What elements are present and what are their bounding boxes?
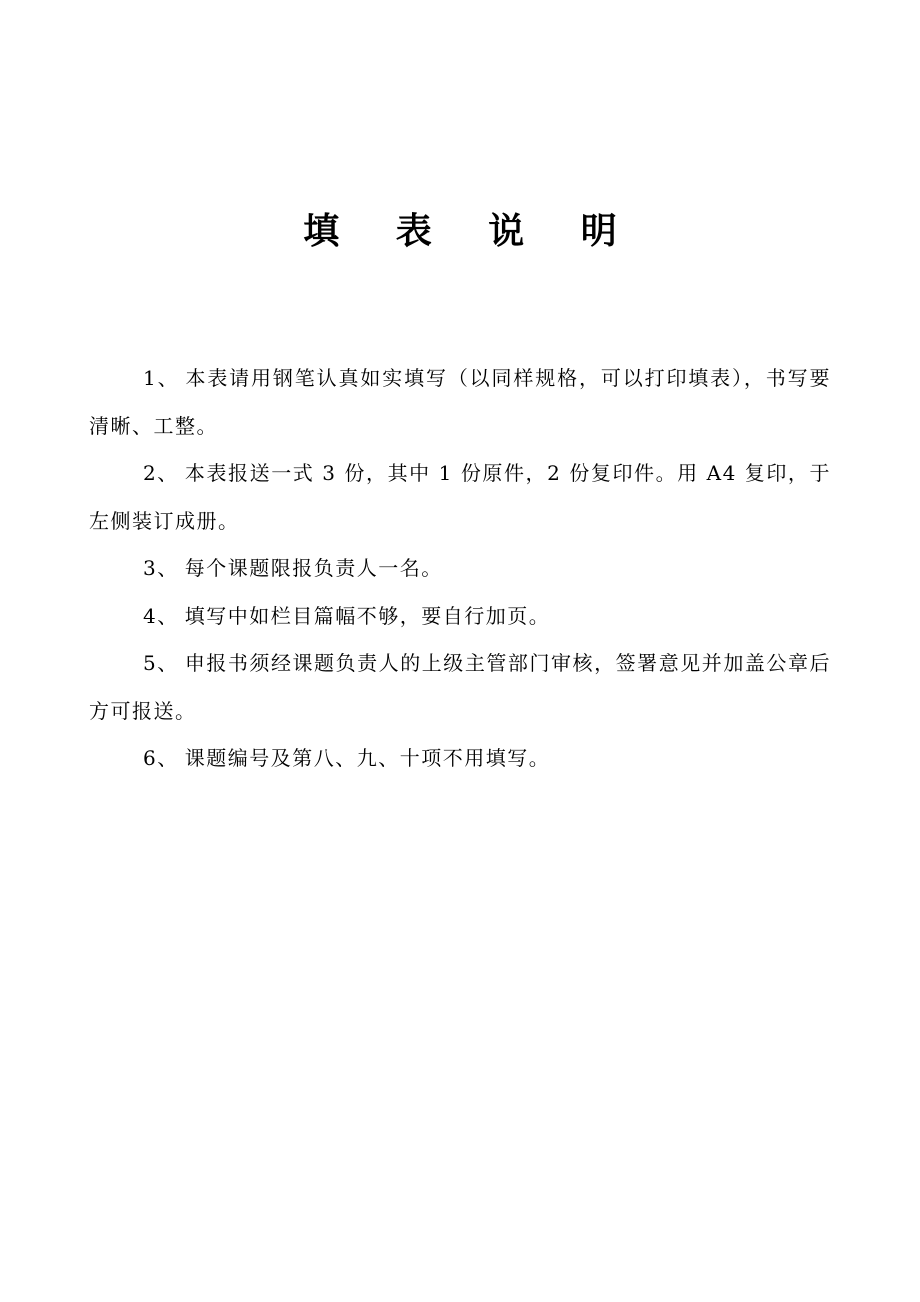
item-text: 本表报送一式 3 份，其中 1 份原件，2 份复印件。用 A4 复印，于左侧装订成册。 <box>89 461 832 533</box>
item-text: 填写中如栏目篇幅不够，要自行加页。 <box>184 603 551 628</box>
item-text: 申报书须经课题负责人的上级主管部门审核，签署意见并加盖公章后方可报送。 <box>89 651 831 723</box>
item-text: 本表请用钢笔认真如实填写（以同样规格，可以打印填表），书写要清晰、工整。 <box>89 366 831 438</box>
instruction-item-4 <box>89 593 831 641</box>
item-number: 4、 <box>143 603 179 628</box>
instruction-item-5 <box>89 640 831 735</box>
item-text: 课题编号及第八、九、十项不用填写。 <box>184 746 551 770</box>
instruction-list <box>89 355 831 783</box>
instruction-item-6 <box>89 735 831 783</box>
item-number: 6、 <box>143 746 179 770</box>
item-number: 2、 <box>143 461 179 485</box>
instruction-item-1 <box>89 355 831 450</box>
item-number: 5、 <box>143 651 179 675</box>
instruction-item-2 <box>89 450 831 545</box>
instruction-item-3 <box>89 545 831 593</box>
page-title: 填 表 说 明 <box>303 210 639 252</box>
item-number: 1、 <box>143 366 180 390</box>
item-text: 每个课题限报负责人一名。 <box>184 556 443 580</box>
item-number: 3、 <box>143 556 179 580</box>
